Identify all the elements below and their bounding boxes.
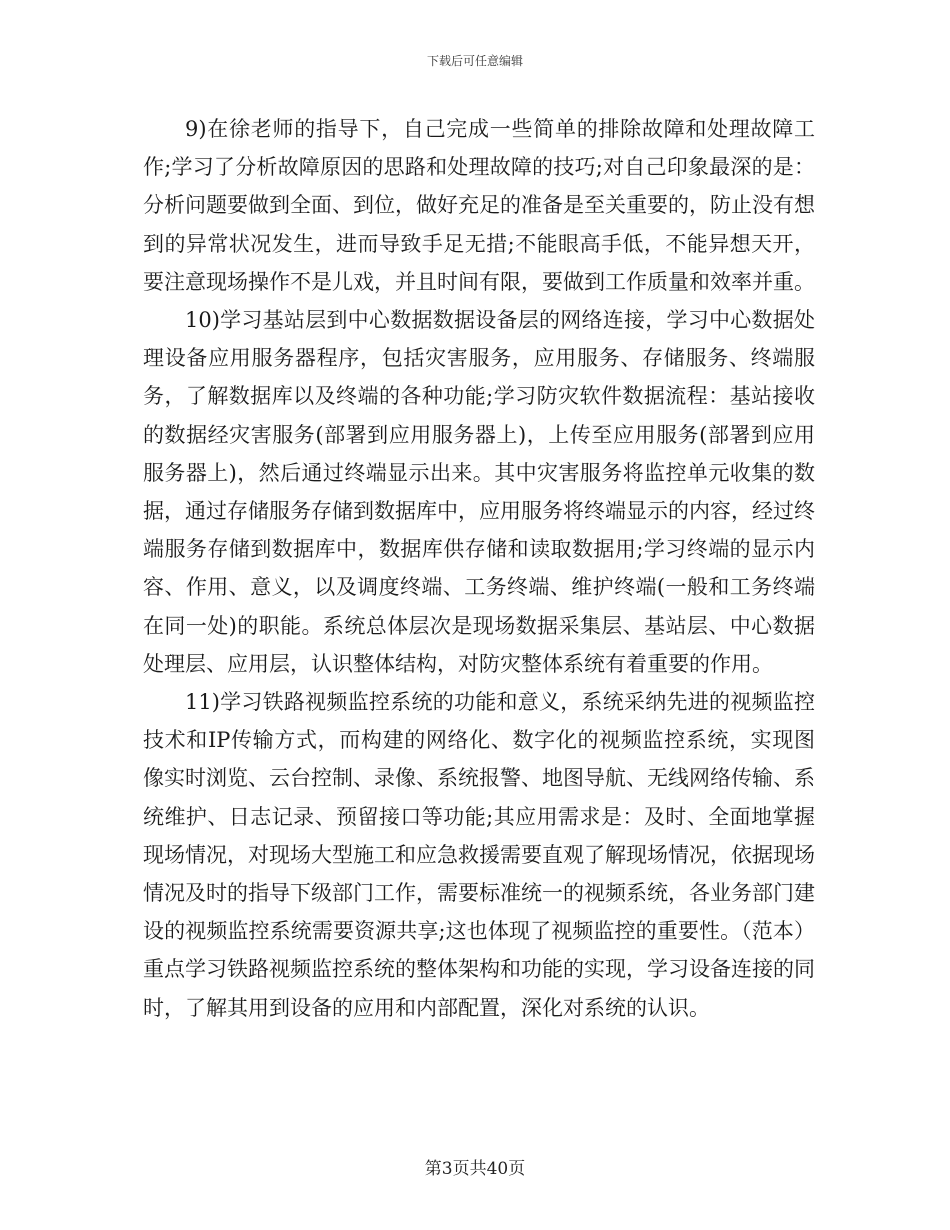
page-header-note: 下载后可任意编辑 (426, 54, 523, 68)
document-body (143, 110, 815, 1027)
page-number-footer: 第3页共40页 (424, 1159, 526, 1179)
paragraph-item-10: 10)学习基站层到中心数据数据设备层的网络连接，学习中心数据处理设备应用服务器程序，包括灾害服务，应用服务、存储服务、终端服务，了解数据库以及终端的各种功能;学习防灾软件数据流程：基站接收的数据经灾害服务(部署到应用服务器上)，上传至应用服务(部署到应用服务器上)，然后通过终端显示出来。其中灾害服务将监控单元收集的数据，通过存储服务存储到数据库中，应用服务将终端显示的内容，经过终端服务存储到数据库中，数据库供存储和读取数据用;学习终端的显示内容、作用、意义，以及调度终端、工务终端、维护终端(一般和工务终端在同一处)的职能。系统总体层次是现场数据采集层、基站层、中心数据处理层、应用层，认识整体结构，对防灾整体系统有着重要的作用。 (143, 308, 815, 676)
paragraph-item-11: 11)学习铁路视频监控系统的功能和意义，系统采纳先进的视频监控技术和IP传输方式，而构建的网络化、数字化的视频监控系统，实现图像实时浏览、云台控制、录像、系统报警、地图导航、无线网络传输、系统维护、日志记录、预留接口等功能;其应用需求是：及时、全面地掌握现场情况，对现场大型施工和应急救援需要直观了解现场情况，依据现场情况及时的指导下级部门工作，需要标准统一的视频系统，各业务部门建设的视频监控系统需要资源共享;这也体现了视频监控的重要性。（范本）重点学习铁路视频监控系统的整体架构和功能的实现，学习设备连接的同时，了解其用到设备的应用和内部配置，深化对系统的认识。 (143, 690, 815, 1020)
paragraph-item-9: 9)在徐老师的指导下，自己完成一些简单的排除故障和处理故障工作;学习了分析故障原因的思路和处理故障的技巧;对自己印象最深的是：分析问题要做到全面、到位，做好充足的准备是至关重要的，防止没有想到的异常状况发生，进而导致手足无措;不能眼高手低，不能异想天开，要注意现场操作不是儿戏，并且时间有限，要做到工作质量和效率并重。 (143, 117, 815, 294)
